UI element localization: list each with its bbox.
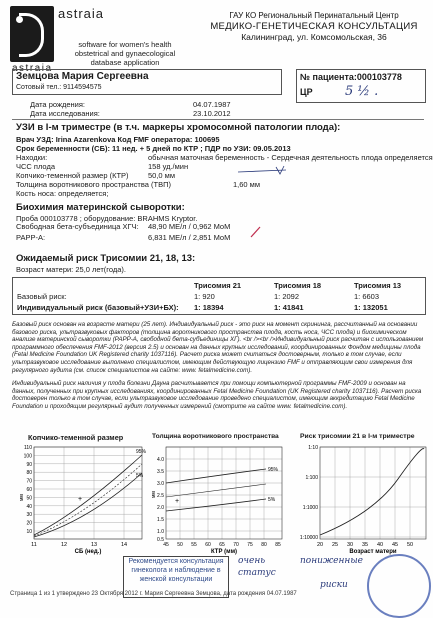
risk-cell: 1: 132051 xyxy=(354,303,388,312)
dob-label: Дата рождения: xyxy=(30,100,85,109)
notes-paragraph-2: Индивидуальный риск наличия у плода болезни Дауна расчитывается при помощи компьютерной программы FMF-2009 и основан на данных, полученных при крупных исследованиях, координированных Fetal Medicine Foundation (UK Registered charity 1037116). Расчет риска достоверен только в том случае, если ультразвуковое исследование проведено специалистом, имеющим аккредитацию Fetal Medicine Foundation и проходящим регулярный аудит полученных измерений (смотрите на сайте www. fetalmedicine.com). xyxy=(12,380,422,410)
recommendation-stamp: Рекомендуется консультация гинеколога и наблюдение в женской консультации xyxy=(123,556,229,598)
handwritten-line4: риски xyxy=(320,580,348,590)
table-row xyxy=(16,291,422,302)
nt-ytick: 4.0 xyxy=(157,457,164,463)
nt-p5-curve xyxy=(166,499,266,511)
usi-crl-value: 50,0 мм xyxy=(148,171,175,180)
nt-xtick: 80 xyxy=(261,542,267,548)
nt-xtick: 45 xyxy=(163,542,169,548)
crl-xtick: 14 xyxy=(120,542,128,548)
risk-title: Ожидаемый риск Трисомии 21, 18, 13: xyxy=(16,253,196,264)
crl-ytick: 110 xyxy=(24,445,32,451)
bio-sample: Проба 000103778 ; оборудование: BRAHMS Kryptor. xyxy=(16,214,198,223)
clinic-header xyxy=(198,10,430,43)
bio-hcg-label: Свободная бета-субъединица ХГЧ: xyxy=(16,222,139,231)
usi-title: УЗИ в I-м триместре (в т.ч. маркеры хромосомной патологии плода): xyxy=(16,122,341,133)
nt-graph xyxy=(150,443,290,555)
nt-x-ticks xyxy=(163,542,281,548)
usi-hr-label: ЧСС плода xyxy=(16,162,55,171)
risk-curve xyxy=(320,449,424,535)
divider xyxy=(12,119,424,120)
nt-xtick: 60 xyxy=(205,542,211,548)
usi-nt-value: 1,60 мм xyxy=(233,180,260,189)
risk-ytick: 1:100 xyxy=(305,475,318,481)
risk-ytick: 1:10000 xyxy=(299,535,318,541)
nt-ytick: 3.5 xyxy=(157,469,164,475)
crl-p5-curve xyxy=(34,473,142,537)
exam-date-value: 23.10.2012 xyxy=(193,109,231,118)
page-footer: Страница 1 из 1 утверждено 23 Октября 2012 г. Мария Сергеевна Земцова, дата рождения 04.07.1987 xyxy=(10,591,297,597)
risk-y-ticks xyxy=(300,445,318,541)
handwritten-check xyxy=(236,164,288,178)
crl-ytick: 100 xyxy=(23,453,32,460)
nt-grid xyxy=(166,447,282,539)
crl-ytick: 10 xyxy=(26,529,32,535)
crl-ytick: 50 xyxy=(26,495,32,502)
risk-xtick: 20 xyxy=(316,542,324,548)
bio-hcg-value: 48,90 МЕ/л / 0,962 MoM xyxy=(148,222,231,231)
nt-ylabel: мм xyxy=(151,491,157,498)
usi-crl-label: Копчико-теменной размер (КТР) xyxy=(16,171,129,180)
risk-ytick: 1:10 xyxy=(308,445,318,451)
usi-nt-label: Толщина воротникового пространства (ТВП) xyxy=(16,180,171,189)
risk-cell: 1: 41841 xyxy=(274,303,304,312)
nt-ytick: 3.0 xyxy=(157,481,164,487)
usi-findings-value: обычная маточная беременность - Сердечная деятельность плода определяется xyxy=(148,153,433,162)
crl-p5-label: 5% xyxy=(136,473,144,479)
risk-table xyxy=(16,280,422,313)
risk-header-t13: Трисомия 13 xyxy=(354,281,402,290)
nt-y-ticks xyxy=(157,457,164,543)
usi-term: Срок беременности (СБ): 11 нед. + 5 дней по КТР ; ПДР по УЗИ: 09.05.2013 xyxy=(16,144,291,153)
risk-graph xyxy=(294,443,430,555)
nt-xtick: 75 xyxy=(247,542,253,548)
nt-ytick: 2.5 xyxy=(157,493,164,499)
clinic-line1: ГАУ КО Региональный Перинатальный Центр xyxy=(229,11,399,20)
crl-xtick: 11 xyxy=(31,542,37,548)
usi-hr-value: 158 уд./мин xyxy=(148,162,189,171)
clinic-line2: МЕДИКО-ГЕНЕТИЧЕСКАЯ КОНСУЛЬТАЦИЯ xyxy=(210,21,418,32)
risk-xtick: 50 xyxy=(406,542,414,548)
usi-nasal-bone: Кость носа: определяется; xyxy=(16,189,109,198)
patient-name: Земцова Мария Сергеевна xyxy=(16,71,149,82)
crl-ytick: 40 xyxy=(26,503,32,510)
nt-p95-label: 95% xyxy=(268,467,279,473)
crl-ytick: 70 xyxy=(26,478,32,485)
crl-point: + xyxy=(78,496,83,503)
crl-p95-curve xyxy=(34,455,142,535)
risk-cell: 1: 2092 xyxy=(274,292,300,301)
exam-date-label: Дата исследования: xyxy=(30,109,100,118)
handwritten-line2: пониженные xyxy=(300,556,364,566)
handwritten-line1: очень xyxy=(238,556,266,566)
crl-xtick: 13 xyxy=(90,542,98,548)
crl-x-ticks xyxy=(31,542,127,548)
nt-xtick: 70 xyxy=(233,542,239,548)
risk-age: Возраст матери: 25,0 лет(года). xyxy=(16,265,126,274)
bio-title: Биохимия материнской сыворотки: xyxy=(16,202,185,213)
clinic-line3: Калининград, ул. Комсомольская, 36 xyxy=(241,32,387,42)
nt-xtick: 55 xyxy=(191,542,197,548)
nt-xlabel: КТР (мм) xyxy=(210,549,238,555)
table-row xyxy=(16,302,422,313)
risk-cell: 1: 6603 xyxy=(354,292,380,301)
risk-header-t18: Трисомия 18 xyxy=(274,281,322,290)
crl-p95-label: 95% xyxy=(136,449,146,455)
nt-p5-label: 5% xyxy=(268,497,276,503)
bio-pappa-value: 6,831 МЕ/л / 2,851 MoM xyxy=(148,233,231,242)
risk-cell: 1: 920 xyxy=(194,292,215,301)
nt-xtick: 50 xyxy=(177,542,183,548)
crl-ytick: 90 xyxy=(26,461,32,468)
risk-xtick: 30 xyxy=(346,542,354,548)
crl-xtick: 12 xyxy=(60,542,68,548)
risk-x-ticks xyxy=(317,542,413,548)
official-seal xyxy=(367,554,431,618)
dob-value: 04.07.1987 xyxy=(193,100,231,109)
patient-phone: Сотовый тел.: 9114594575 xyxy=(16,84,102,91)
risk-xlabel: Возраст матери xyxy=(349,549,397,555)
brand-name-bottom: astraia xyxy=(12,63,53,74)
nt-ytick: 1.5 xyxy=(157,517,164,523)
bio-pappa-label: PAPP-A: xyxy=(16,233,46,242)
usi-findings-label: Находки: xyxy=(16,153,48,162)
usi-doctor: Врач УЗД: Irina Azarenkova Код FMF оператора: 100695 xyxy=(16,135,220,144)
risk-ytick: 1:1000 xyxy=(302,505,318,511)
patient-number: № пациента:000103778 xyxy=(300,72,402,82)
crl-ytick: 30 xyxy=(26,512,32,519)
risk-header-empty xyxy=(16,280,193,291)
astraia-logo xyxy=(10,6,54,62)
risk-header-t21: Трисомия 21 xyxy=(194,281,242,290)
nt-graph-title: Толщина воротникового пространства xyxy=(152,433,279,440)
crl-ytick: 20 xyxy=(26,520,32,527)
crl-graph-title: Копчико-теменной размер xyxy=(28,433,124,442)
risk-cell: 1: 18394 xyxy=(194,303,224,312)
nt-ytick: 1.0 xyxy=(157,529,164,535)
nt-xtick: 85 xyxy=(275,542,281,548)
cr-handwritten: 5 ½ . xyxy=(345,84,379,99)
risk-grid xyxy=(320,447,426,539)
crl-ylabel: мм xyxy=(19,494,25,501)
handwritten-mark xyxy=(248,225,264,241)
risk-graph-title: Риск трисомии 21 в I-м триместре xyxy=(300,433,415,440)
nt-xtick: 65 xyxy=(219,542,225,548)
risk-row-label: Базовый риск: xyxy=(17,292,67,301)
brand-name: astraia xyxy=(58,6,105,21)
crl-grid xyxy=(34,447,142,539)
risk-xtick: 35 xyxy=(361,542,369,548)
risk-xtick: 25 xyxy=(331,542,339,548)
nt-point: + xyxy=(175,498,180,505)
crl-y-ticks xyxy=(24,445,33,535)
crl-xlabel: СБ (нед.) xyxy=(74,549,102,555)
risk-row-label: Индивидуальный риск (базовый+УЗИ+БХ): xyxy=(17,303,179,312)
nt-ytick: 2.0 xyxy=(157,505,164,511)
cr-label: ЦР xyxy=(300,87,313,97)
nt-ytick: 0.5 xyxy=(157,537,164,543)
risk-table-header xyxy=(16,280,422,291)
notes-paragraph-1: Базовый риск основан на возрасте матери (25 лет). Индивидуальный риск - это риск на момент скрининга, рассчитанный на основании базового риска, ультразвуковых факторов (толщина воротникового пространства плода, кость носа, ЧСС плода) и биохимическом анализе материнской сыворотки (PAPP-A, свободной бета-субъединицы ХГ). <br /><br />Индивидуальный риск расчитан с использованием программного обеспечения FMF-2012 (версия 2.5) и основан на данных крупных исследований, координированных Фондом медицины плода (Fetal Medicine Foundation UK Registered charity 1037116). Расчет риска может считаться достоверным, только в том случае, если ультразвуковое исследование выполнено специалистом, имеющим действующую лицензию FMF и отправляющим свои измерения для регулярного аудита (см. список специалистов на сайте: www. fetalmedicine.com). xyxy=(12,321,424,374)
brand-tagline: software for women's health obstetrical and gynaecological database application xyxy=(74,40,176,67)
crl-ytick: 80 xyxy=(26,470,32,477)
handwritten-line3: статус xyxy=(238,568,276,578)
risk-xtick: 45 xyxy=(391,542,399,548)
risk-xtick: 40 xyxy=(376,542,384,548)
crl-graph xyxy=(18,443,146,555)
crl-ytick: 60 xyxy=(26,487,32,493)
